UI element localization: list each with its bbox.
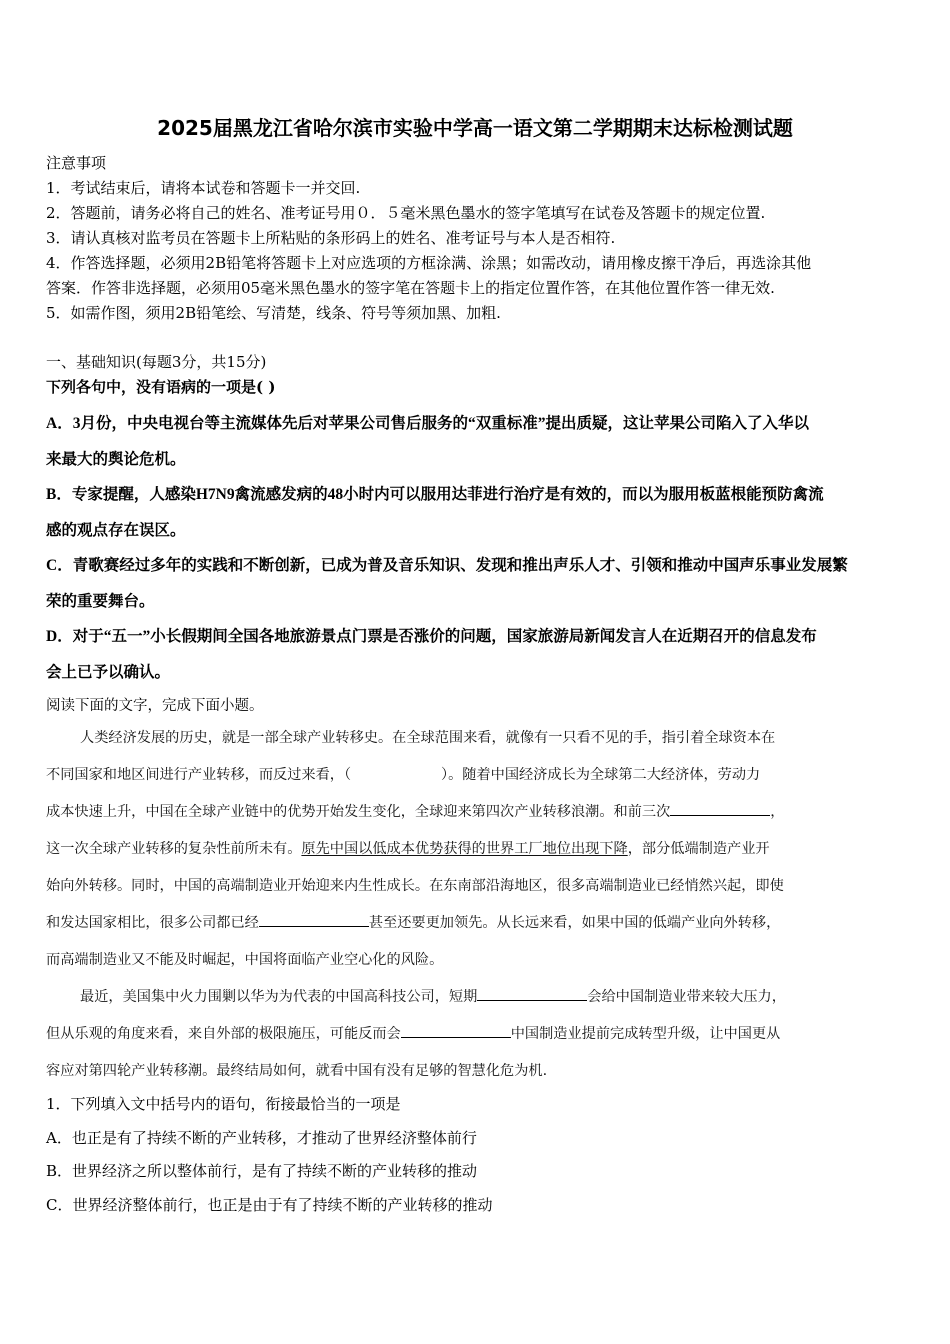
passage-line: 而高端制造业又不能及时崛起，中国将面临产业空心化的风险。 xyxy=(46,952,444,968)
notice-item: 4．作答选择题，必须用2B铅笔将答题卡上对应选项的方框涂满、涂黑；如需改动，请用橡皮擦干净后，再选涂其他 xyxy=(46,254,812,272)
page-title: 2025届黑龙江省哈尔滨市实验中学高一语文第二学期期末达标检测试题 xyxy=(157,116,793,140)
option-a-line1: A．3月份，中央电视台等主流媒体先后对苹果公司售后服务的“双重标准”提出质疑，这让苹果公司陷入了入华以 xyxy=(46,415,809,432)
q1-option-a: A．也正是有了持续不断的产业转移，才推动了世界经济整体前行 xyxy=(46,1129,477,1147)
section-heading: 一、基础知识(每题3分，共15分) xyxy=(46,353,267,371)
passage-line: 成本快速上升，中国在全球产业链中的优势开始发生变化，全球迎来第四次产业转移浪潮。和前三次 ， xyxy=(46,801,784,821)
passage-line: 不同国家和地区间进行产业转移，而反过来看，（ ）。随着中国经济成长为全球第二大经济体，劳动力 xyxy=(46,767,761,783)
fill-blank[interactable] xyxy=(259,912,369,927)
q1-option-b: B．世界经济之所以整体前行，是有了持续不断的产业转移的推动 xyxy=(46,1162,478,1180)
passage-line: 始向外转移。同时，中国的高端制造业开始迎来内生性成长。在东南部沿海地区，很多高端制造业已经悄然兴起，即使 xyxy=(46,878,784,894)
question-stem: 下列各句中，没有语病的一项是( ) xyxy=(46,378,276,396)
q1-stem: 1．下列填入文中括号内的语句，衔接最恰当的一项是 xyxy=(46,1095,401,1113)
option-b-line2: 感的观点存在误区。 xyxy=(46,522,186,539)
notice-item: 5．如需作图，须用2B铅笔绘、写清楚，线条、符号等须加黑、加粗. xyxy=(46,304,501,322)
option-c-line1: C．青歌赛经过多年的实践和不断创新，已成为普及音乐知识、发现和推出声乐人才、引领和推动中国声乐事业发展繁 xyxy=(46,557,848,574)
q1-option-c: C．世界经济整体前行，也正是由于有了持续不断的产业转移的推动 xyxy=(46,1196,493,1214)
notice-item: 1．考试结束后，请将本试卷和答题卡一并交回. xyxy=(46,179,361,197)
option-d-line2: 会上已予以确认。 xyxy=(46,664,171,681)
passage-line: 这一次全球产业转移的复杂性前所未有。原先中国以低成本优势获得的世界工厂地位出现下降，部分低端制造产业开 xyxy=(46,841,770,857)
option-b-line1: B．专家提醒，人感染H7N9禽流感发病的48小时内可以服用达菲进行治疗是有效的，而以为服用板蓝根能预防禽流 xyxy=(46,486,824,503)
notice-heading: 注意事项 xyxy=(46,154,107,172)
passage-line: 人类经济发展的历史，就是一部全球产业转移史。在全球范围来看，就像有一只看不见的手，指引着全球资本在 xyxy=(80,730,776,746)
fill-blank[interactable] xyxy=(401,1023,511,1038)
passage-line: 最近，美国集中火力围剿以华为为代表的中国高科技公司，短期 会给中国制造业带来较大压力， xyxy=(80,986,786,1006)
reading-intro: 阅读下面的文字，完成下面小题。 xyxy=(46,698,264,714)
notice-item: 3．请认真核对监考员在答题卡上所粘贴的条形码上的姓名、准考证号与本人是否相符. xyxy=(46,229,616,247)
option-c-line2: 荣的重要舞台。 xyxy=(46,593,155,610)
passage-line: 和发达国家相比，很多公司都已经 甚至还要更加领先。从长远来看，如果中国的低端产业向外转移， xyxy=(46,912,780,932)
passage-line: 容应对第四轮产业转移潮。最终结局如何，就看中国有没有足够的智慧化危为机. xyxy=(46,1063,548,1079)
notice-item: 2．答题前，请务必将自己的姓名、准考证号用０．５毫米黑色墨水的签字笔填写在试卷及答题卡的规定位置. xyxy=(46,204,766,222)
notice-item: 答案．作答非选择题，必须用05毫米黑色墨水的签字笔在答题卡上的指定位置作答，在其他位置作答一律无效. xyxy=(46,279,775,297)
option-d-line1: D．对于“五一”小长假期间全国各地旅游景点门票是否涨价的问题，国家旅游局新闻发言人在近期召开的信息发布 xyxy=(46,628,817,645)
fill-blank[interactable] xyxy=(477,986,587,1001)
fill-blank[interactable] xyxy=(670,801,770,816)
option-a-line2: 来最大的舆论危机。 xyxy=(46,451,186,468)
underlined-sentence: 原先中国以低成本优势获得的世界工厂地位出现下降 xyxy=(301,841,628,857)
passage-line: 但从乐观的角度来看，来自外部的极限施压，可能反而会 中国制造业提前完成转型升级，让中国更从 xyxy=(46,1023,780,1043)
